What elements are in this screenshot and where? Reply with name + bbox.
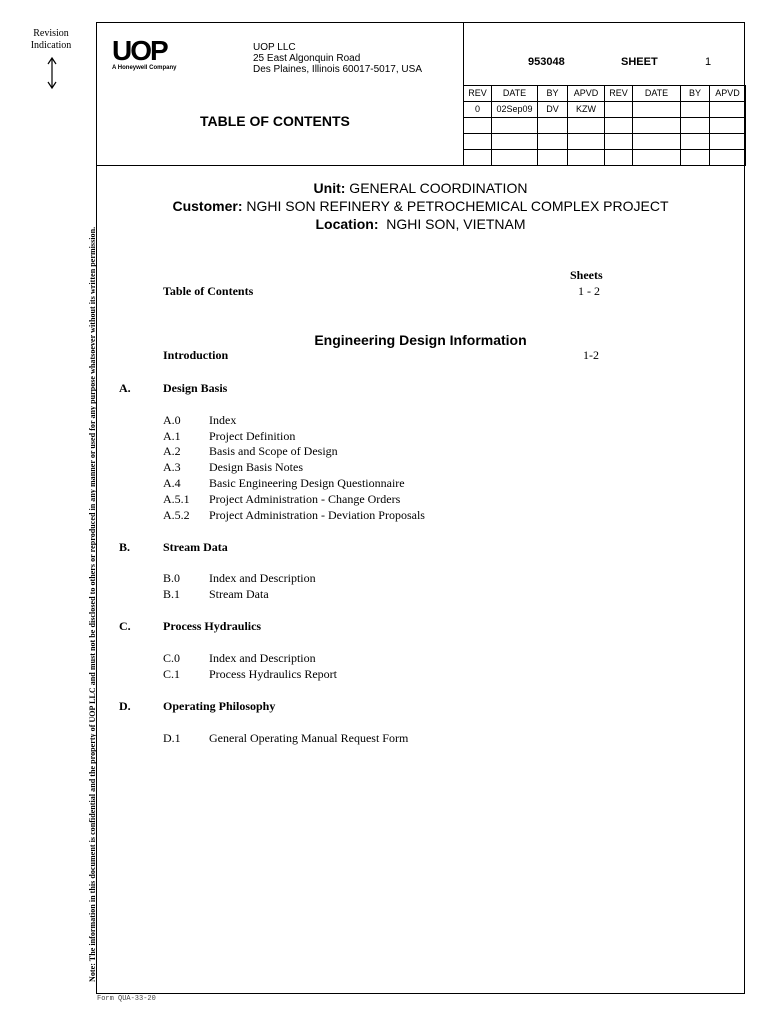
revision-header-cell: APVD: [568, 86, 605, 102]
section-letter: B.: [119, 540, 131, 554]
revision-cell: [710, 150, 746, 166]
company-address: [253, 42, 422, 75]
item-text: Basic Engineering Design Questionnaire: [209, 476, 405, 490]
revision-cell: [681, 118, 710, 134]
address-line-2: Des Plaines, Illinois 60017-5017, USA: [253, 64, 422, 75]
revision-cell: [681, 102, 710, 118]
revision-cell: [633, 102, 681, 118]
revision-cell: [633, 150, 681, 166]
item-code: A.3: [163, 460, 181, 474]
intro-entry-sheets: 1-2: [583, 348, 599, 362]
double-arrow-icon: [40, 56, 64, 90]
section-letter: C.: [119, 619, 131, 633]
location-label: Location:: [315, 216, 379, 232]
unit-label: Unit:: [313, 180, 346, 196]
revision-table: [463, 85, 746, 166]
revision-row: [464, 102, 746, 118]
revision-cell: KZW: [568, 102, 605, 118]
revision-header-cell: DATE: [633, 86, 681, 102]
address-line-1: 25 East Algonquin Road: [253, 53, 361, 64]
revision-cell: [464, 118, 492, 134]
revision-cell: [492, 118, 538, 134]
revision-header-cell: REV: [605, 86, 633, 102]
revision-cell: DV: [538, 102, 568, 118]
logo-mark: UOP: [112, 35, 167, 66]
revision-cell: [605, 118, 633, 134]
revision-table-header: [464, 86, 746, 102]
revision-cell: [464, 134, 492, 150]
sheet-number: 1: [705, 56, 712, 68]
revision-cell: [464, 150, 492, 166]
item-code: A.5.1: [163, 492, 190, 506]
revision-cell: [538, 150, 568, 166]
item-code: A.2: [163, 444, 181, 458]
revision-cell: [710, 134, 746, 150]
item-code: A.5.2: [163, 508, 190, 522]
revision-cell: [568, 118, 605, 134]
revision-cell: [492, 150, 538, 166]
toc-entry-label: Table of Contents: [163, 284, 254, 298]
unit-line: [96, 180, 745, 196]
revision-cell: [492, 134, 538, 150]
item-text: Project Administration - Change Orders: [209, 492, 401, 506]
item-text: Index: [209, 413, 237, 427]
item-text: Project Administration - Deviation Proposals: [209, 508, 425, 522]
revision-cell: [681, 134, 710, 150]
logo-tagline: A Honeywell Company: [112, 65, 177, 71]
item-code: C.1: [163, 667, 181, 681]
company-name: UOP LLC: [253, 42, 296, 53]
revision-header-cell: REV: [464, 86, 492, 102]
item-text: General Operating Manual Request Form: [209, 731, 409, 745]
item-code: D.1: [163, 731, 181, 745]
confidentiality-note: Note: The information in this document is confidential and the property of UOP LLC and must not be disclosed to others or reproduced in any manner or used for any purpose whatsoever without its written permission.: [88, 226, 97, 982]
revision-cell: [681, 150, 710, 166]
revision-header-cell: BY: [681, 86, 710, 102]
item-text: Process Hydraulics Report: [209, 667, 337, 681]
document-number: 953048: [528, 56, 565, 68]
toc-entry-sheets: 1 - 2: [578, 284, 600, 298]
revision-cell: [538, 118, 568, 134]
location-value: NGHI SON, VIETNAM: [378, 216, 526, 232]
revision-cell: 0: [464, 102, 492, 118]
revision-cell: [633, 118, 681, 134]
sheets-header: Sheets: [570, 268, 603, 282]
form-id: Form QUA-33-20: [97, 995, 156, 1003]
revision-cell: [710, 118, 746, 134]
section-title: Operating Philosophy: [163, 699, 276, 713]
location-line: [96, 216, 745, 232]
item-text: Design Basis Notes: [209, 460, 303, 474]
engineering-heading: Engineering Design Information: [314, 332, 527, 348]
item-code: A.1: [163, 429, 181, 443]
unit-value: GENERAL COORDINATION: [345, 180, 528, 196]
sheet-label: SHEET: [621, 56, 658, 68]
revision-header-cell: APVD: [710, 86, 746, 102]
revision-header-cell: DATE: [492, 86, 538, 102]
revision-cell: [568, 150, 605, 166]
item-text: Basis and Scope of Design: [209, 444, 338, 458]
item-code: A.4: [163, 476, 181, 490]
section-title: Process Hydraulics: [163, 619, 262, 633]
revision-header-cell: BY: [538, 86, 568, 102]
customer-label: Customer:: [172, 198, 243, 214]
revision-indication: Revision Indication: [30, 28, 72, 51]
section-letter: A.: [119, 381, 131, 395]
item-code: A.0: [163, 413, 181, 427]
revision-cell: [605, 150, 633, 166]
revision-cell: [538, 134, 568, 150]
item-code: B.0: [163, 571, 181, 585]
item-code: C.0: [163, 651, 181, 665]
item-text: Stream Data: [209, 587, 269, 601]
document-title: TABLE OF CONTENTS: [200, 113, 350, 129]
item-text: Index and Description: [209, 571, 316, 585]
revision-cell: [633, 134, 681, 150]
revision-row: [464, 118, 746, 134]
section-title: Design Basis: [163, 381, 228, 395]
revision-row: [464, 150, 746, 166]
revision-cell: [605, 134, 633, 150]
section-letter: D.: [119, 699, 131, 713]
customer-value: NGHI SON REFINERY & PETROCHEMICAL COMPLEX PROJECT: [242, 198, 669, 214]
revision-cell: 02Sep09: [492, 102, 538, 118]
intro-entry-label: Introduction: [163, 348, 229, 362]
revision-cell: [710, 102, 746, 118]
item-text: Index and Description: [209, 651, 316, 665]
uop-logo: [112, 35, 242, 78]
revision-row: [464, 134, 746, 150]
item-text: Project Definition: [209, 429, 296, 443]
customer-line: [96, 198, 745, 214]
revision-cell: [605, 102, 633, 118]
item-code: B.1: [163, 587, 181, 601]
section-title: Stream Data: [163, 540, 228, 554]
revision-cell: [568, 134, 605, 150]
